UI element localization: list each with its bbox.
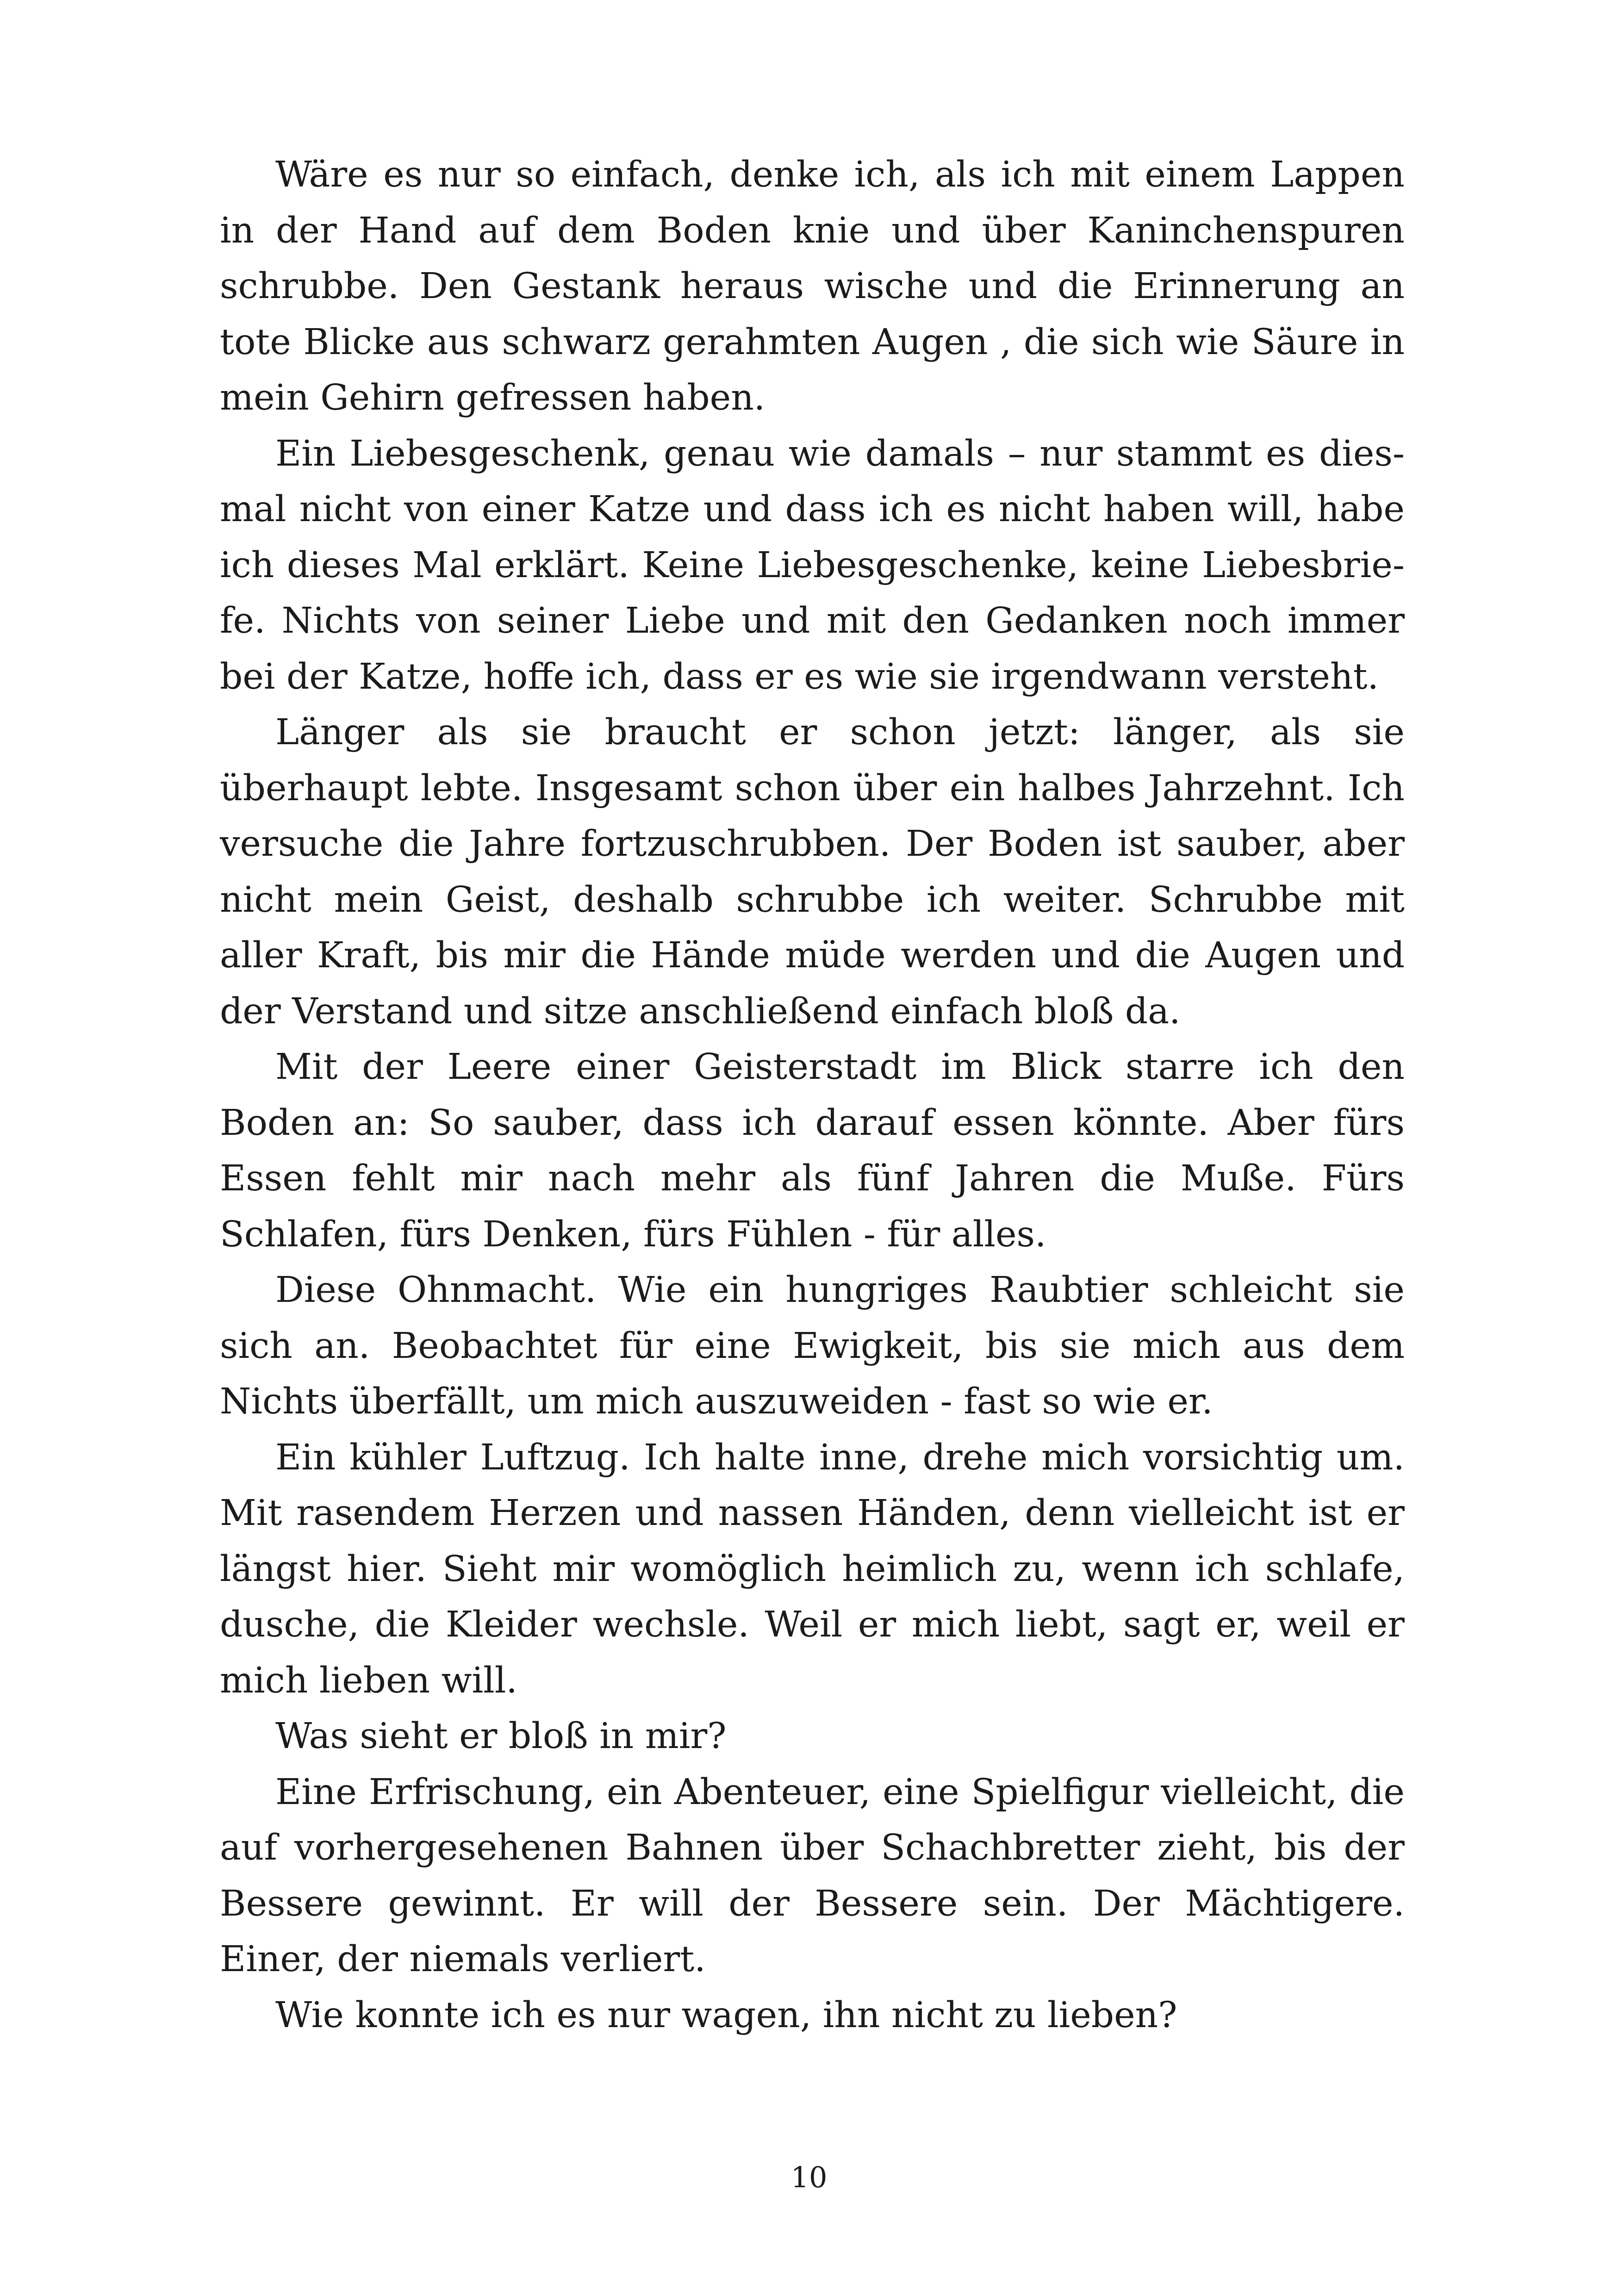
page-number: 10 xyxy=(790,2160,828,2194)
paragraph: Länger als sie braucht er schon jetzt: länger, als sie überhaupt lebte. Insgesamt schon über ein halbes Jahrzehnt. Ich versuche die Jahre fortzuschrubben. Der Boden ist sauber, aber nicht mein Geist, deshalb schrubbe ich weiter. Schrubbe mit aller Kraft, bis mir die Hände müde werden und die Augen und der Verstand und sitze anschließend einfach bloß da. xyxy=(220,712,1405,1032)
paragraph: Ein Liebesgeschenk, genau wie damals – nur stammt es diesmal nicht von einer Katze und dass ich es nicht haben will, habe ich dieses Mal erklärt. Keine Liebesgeschenke, keine Liebesbriefe. Nichts von seiner Liebe und mit den Gedanken noch immer bei der Katze, hoffe ich, dass er es wie sie irgendwann versteht. xyxy=(220,433,1405,697)
paragraph: Wie konnte ich es nur wagen, ihn nicht zu lieben? xyxy=(275,1994,1177,2036)
body-text xyxy=(220,147,1405,2043)
paragraph: Mit der Leere einer Geisterstadt im Blick starre ich den Boden an: So sauber, dass ich darauf essen könnte. Aber fürs Essen fehlt mir nach mehr als fünf Jahren die Muße. Fürs Schlafen, fürs Denken, fürs Fühlen - für alles. xyxy=(220,1046,1405,1255)
paragraph: Ein kühler Luftzug. Ich halte inne, drehe mich vorsichtig um. Mit rasendem Herzen und nassen Händen, denn vielleicht ist er längst hier. Sieht mir womöglich heimlich zu, wenn ich schlafe, dusche, die Kleider wechsle. Weil er mich liebt, sagt er, weil er mich lieben will. xyxy=(220,1437,1405,1701)
paragraph: Diese Ohnmacht. Wie ein hungriges Raubtier schleicht sie sich an. Beobachtet für eine Ewigkeit, bis sie mich aus dem Nichts überfällt, um mich auszuweiden - fast so wie er. xyxy=(220,1269,1405,1422)
paragraph: Was sieht er bloß in mir? xyxy=(275,1716,727,1757)
paragraph: Wäre es nur so einfach, denke ich, als ich mit einem Lappen in der Hand auf dem Boden knie und über Kaninchenspuren schrubbe. Den Gestank heraus wische und die Erinnerung an tote Blicke aus schwarz gerahmten Augen , die sich wie Säure in mein Gehirn gefressen haben. xyxy=(220,154,1405,418)
paragraph: Eine Erfrischung, ein Abenteuer, eine Spielfigur vielleicht, die auf vorhergesehenen Bahnen über Schachbretter zieht, bis der Bessere gewinnt. Er will der Bessere sein. Der Mächtigere. Einer, der niemals verliert. xyxy=(220,1771,1405,1980)
